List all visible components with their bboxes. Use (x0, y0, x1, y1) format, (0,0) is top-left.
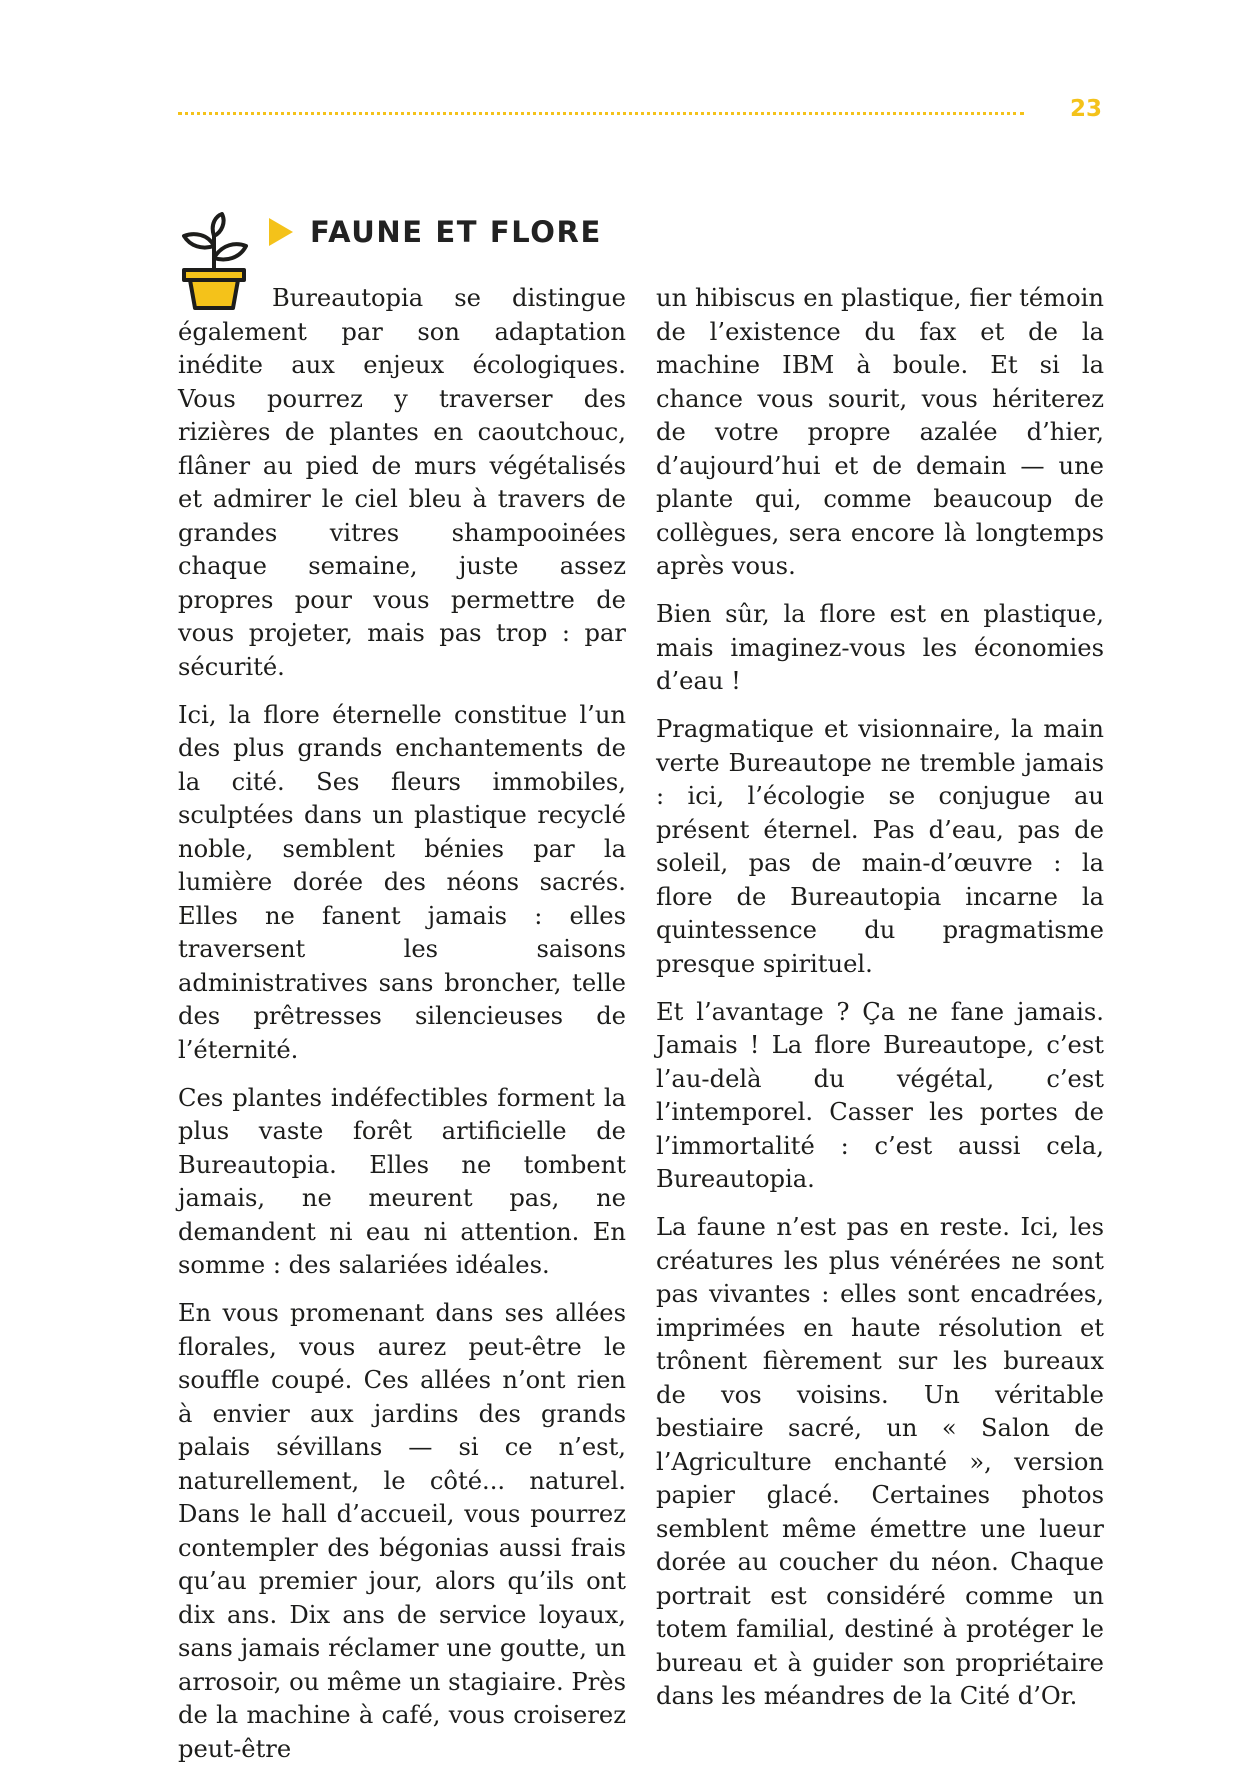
paragraph: En vous promenant dans ses allées florales, vous aurez peut-être le souffle coupé. Ces allées n’ont rien à envier aux jardins des grands palais sévillans — si ce n’est, naturellement, le côté... naturel. Dans le hall d’accueil, vous pourrez contempler des bégonias aussi frais qu’au premier jour, alors qu’ils ont dix ans. Dix ans de service loyaux, sans jamais réclamer une goutte, un arrosoir, ou même un stagiaire. Près de la machine à café, vous croiserez peut-être (178, 1299, 626, 1763)
paragraph: un hibiscus en plastique, fier témoin de l’existence du fax et de la machine IBM à boule. Et si la chance vous sourit, vous hériterez de votre propre azalée d’hier, d’aujourd’hui et de demain — une plante qui, comme beaucoup de collègues, sera encore là longtemps après vous. (656, 284, 1104, 580)
right-column (656, 282, 1104, 1728)
paragraph: Bureautopia se distingue également par son adaptation inédite aux enjeux écologiques. Vous pourrez y traverser des rizières de plantes en caoutchouc, flâner au pied de murs végétalisés et admirer le ciel bleu à travers de grandes vitres shampooinées chaque semaine, juste assez propres pour vous permettre de vous projeter, mais pas trop : par sécurité. (178, 284, 626, 681)
left-column (178, 282, 626, 1781)
paragraph: Ces plantes indéfectibles forment la plus vaste forêt artificielle de Bureautopia. Elles ne tombent jamais, ne meurent pas, ne demandent ni eau ni attention. En somme : des salariées idéales. (178, 1083, 626, 1279)
paragraph: Bien sûr, la flore est en plastique, mais imaginez-vous les économies d’eau ! (656, 600, 1104, 695)
triangle-right-icon (267, 217, 295, 247)
paragraph: Pragmatique et visionnaire, la main verte Bureautope ne tremble jamais : ici, l’écologie se conjugue au présent éternel. Pas d’eau, pas de soleil, pas de main-d’œuvre : la flore de Bureautopia incarne la quintessence du pragmatisme presque spirituel. (656, 715, 1104, 978)
paragraph: Et l’avantage ? Ça ne fane jamais. Jamais ! La flore Bureautope, c’est l’au-delà du végétal, c’est l’intemporel. Casser les portes de l’immortalité : c’est aussi cela, Bureautopia. (656, 997, 1104, 1193)
section-heading: FAUNE ET FLORE (310, 215, 602, 249)
page-number: 23 (1070, 96, 1103, 122)
header-dotted-rule (178, 112, 1024, 115)
paragraph: La faune n’est pas en reste. Ici, les créatures les plus vénérées ne sont pas vivantes : elles sont encadrées, imprimées en haute résolution et trônent fièrement sur les bureaux de vos voisins. Un véritable bestiaire sacré, un « Salon de l’Agriculture enchanté », version papier glacé. Certaines photos semblent même émettre une lueur dorée au coucher du néon. Chaque portrait est considéré comme un totem familial, destiné à protéger le bureau et à guider son propriétaire dans les méandres de la Cité d’Or. (656, 1213, 1104, 1710)
paragraph: Ici, la flore éternelle constitue l’un des plus grands enchantements de la cité. Ses fleurs immobiles, sculptées dans un plastique recyclé noble, semblent bénies par la lumière dorée des néons sacrés. Elles ne fanent jamais : elles traversent les saisons administratives sans broncher, telle des prêtresses silencieuses de l’éternité. (178, 700, 626, 1064)
